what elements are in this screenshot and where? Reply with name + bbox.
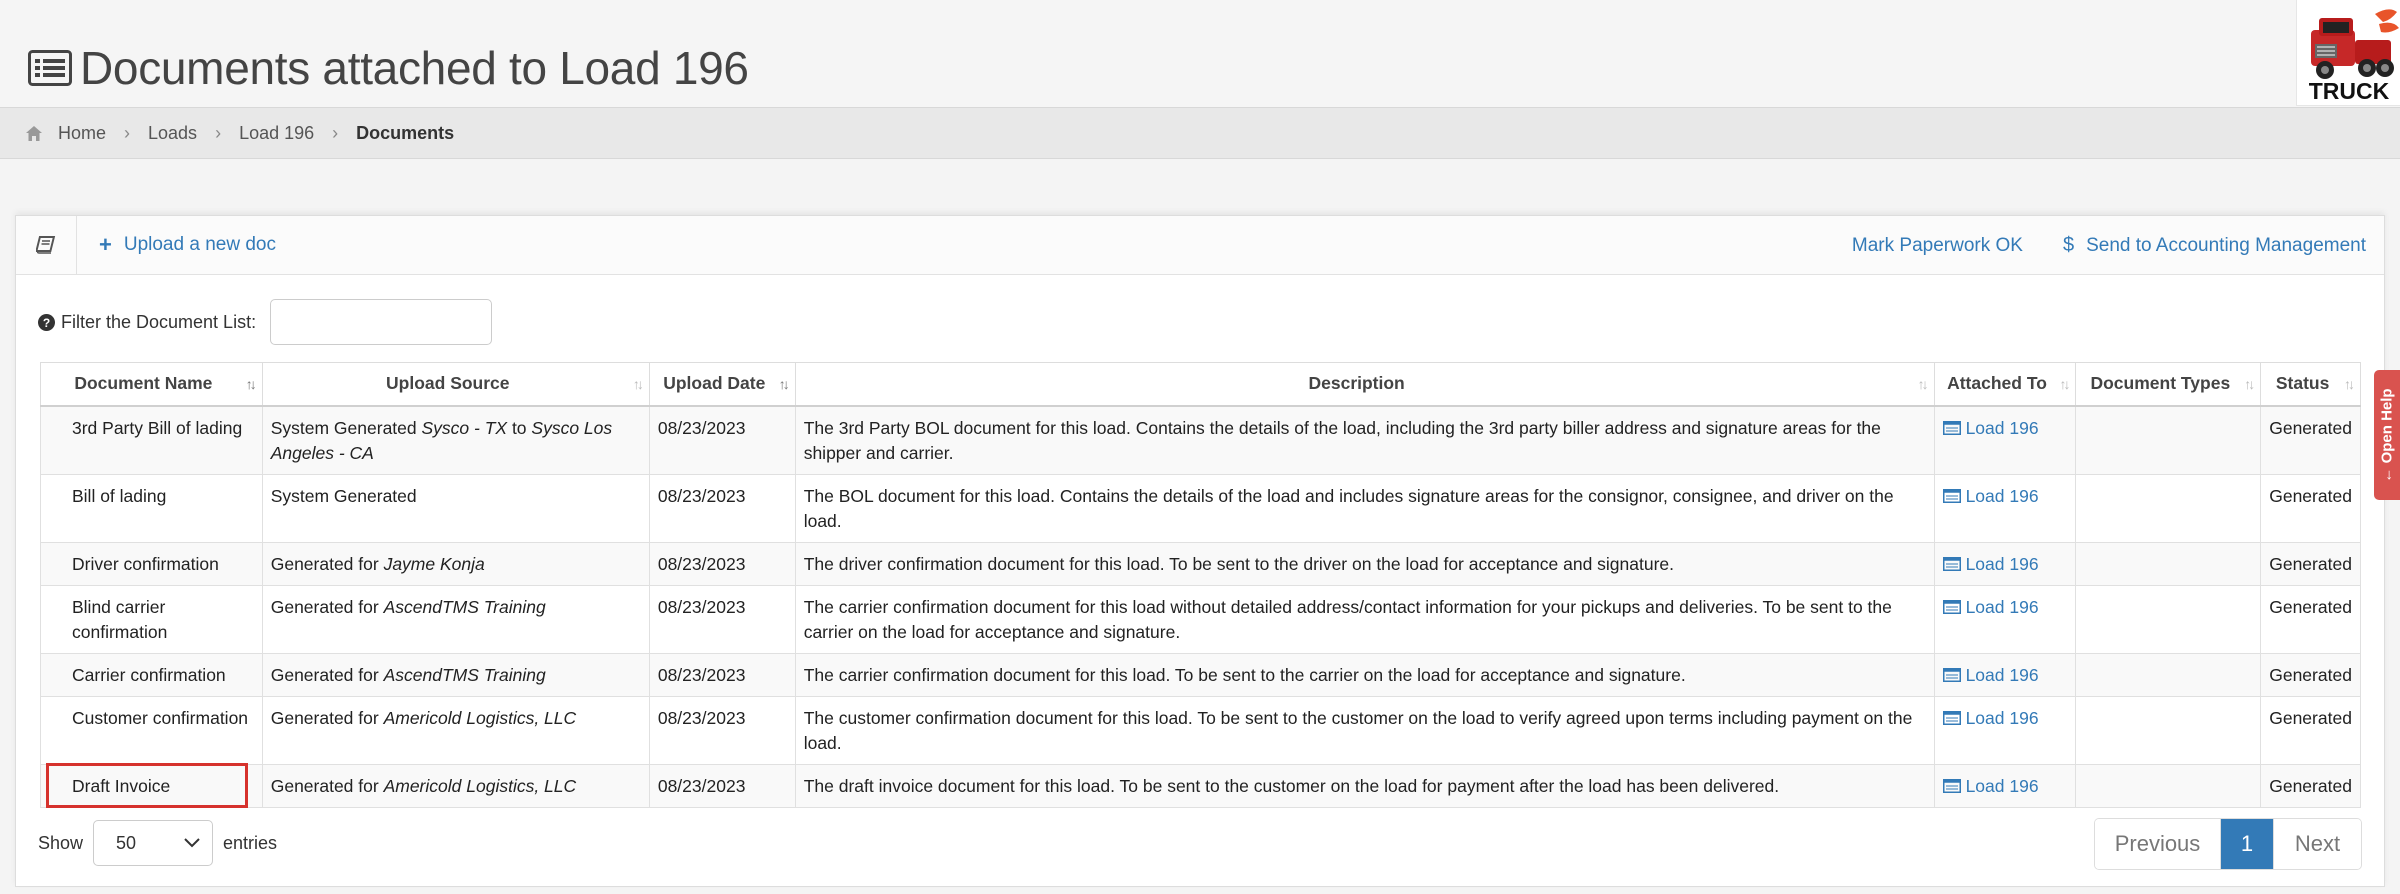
sort-icon: ↑↓ xyxy=(2244,376,2253,392)
document-types-cell xyxy=(2076,764,2261,807)
attached-load-link[interactable] xyxy=(1943,774,2068,799)
column-header-upload-date[interactable] xyxy=(649,363,795,406)
show-label: Show xyxy=(38,832,84,853)
upload-date-cell: 08/23/2023 xyxy=(649,696,795,764)
document-name-cell: Driver confirmation xyxy=(41,542,263,585)
page-size-value: 50 xyxy=(116,832,137,853)
document-icon xyxy=(1943,600,1961,614)
document-types-cell xyxy=(2076,585,2261,653)
attached-load-link[interactable] xyxy=(1943,552,2068,577)
attached-load-link[interactable] xyxy=(1943,595,2068,620)
status-cell: Generated xyxy=(2261,542,2361,585)
filter-input[interactable] xyxy=(270,299,492,345)
open-help-tab[interactable] xyxy=(2374,370,2400,500)
upload-new-doc-button[interactable] xyxy=(99,232,276,258)
documents-panel xyxy=(15,215,2385,887)
attached-to-cell xyxy=(1934,653,2076,696)
attached-load-link[interactable] xyxy=(1943,484,2068,509)
breadcrumb-documents-label: Documents xyxy=(356,122,455,143)
source-text: System Generated xyxy=(270,417,422,438)
pagination xyxy=(2094,818,2362,870)
document-types-cell xyxy=(2076,653,2261,696)
column-header-label: Document Types xyxy=(2090,373,2231,394)
document-name-cell: Blind carrier confirmation xyxy=(41,585,263,653)
previous-page-button[interactable]: Previous xyxy=(2095,819,2221,869)
question-circle-icon xyxy=(38,314,55,331)
upload-source-cell: System Generated xyxy=(262,474,649,542)
table-header xyxy=(41,363,2361,406)
document-name-cell: 3rd Party Bill of lading xyxy=(41,406,263,475)
panel-toolbar xyxy=(16,216,2384,275)
chevron-down-icon xyxy=(184,838,200,848)
sort-icon: ↑↓ xyxy=(2059,376,2068,392)
upload-date-cell: 08/23/2023 xyxy=(649,542,795,585)
sort-desc-icon: ↑↓ xyxy=(778,376,787,392)
page-size-control xyxy=(38,820,277,866)
mark-paperwork-ok-button[interactable]: Mark Paperwork OK xyxy=(1851,234,2023,256)
breadcrumb-documents xyxy=(314,123,454,144)
document-types-cell xyxy=(2076,474,2261,542)
svg-text:?: ? xyxy=(42,315,51,330)
upload-date-cell: 08/23/2023 xyxy=(649,406,795,475)
home-icon xyxy=(26,126,42,141)
plus-icon: + xyxy=(99,232,112,257)
next-page-button[interactable]: Next xyxy=(2273,819,2361,869)
page-number-button[interactable]: 1 xyxy=(2221,819,2273,869)
title-wrap xyxy=(28,38,749,98)
breadcrumb-load-label: Load 196 xyxy=(239,122,315,143)
column-header-document-name[interactable] xyxy=(41,363,263,406)
send-to-accounting-label: Send to Accounting Management xyxy=(2086,234,2366,256)
page-header xyxy=(0,0,2400,107)
attached-to-cell xyxy=(1934,696,2076,764)
column-header-label: Upload Date xyxy=(663,373,766,394)
table-row xyxy=(41,764,2361,807)
status-cell: Generated xyxy=(2261,764,2361,807)
breadcrumb-loads[interactable] xyxy=(106,123,197,144)
description-cell: The 3rd Party BOL document for this load. Contains the details of the load, including the 3rd party biller address and signature areas for the shipper and carrier. xyxy=(795,406,1934,475)
send-to-accounting-button[interactable] xyxy=(2063,234,2366,257)
highlight-box xyxy=(46,763,248,808)
status-cell: Generated xyxy=(2261,406,2361,475)
source-text: Generated for xyxy=(270,553,384,574)
chevron-right-icon: › xyxy=(332,122,339,143)
upload-source-cell xyxy=(262,764,649,807)
table-row xyxy=(41,696,2361,764)
breadcrumb-home[interactable] xyxy=(26,123,106,144)
document-icon xyxy=(1943,668,1961,682)
document-icon xyxy=(1943,779,1961,793)
description-cell: The carrier confirmation document for this load without detailed address/contact information for your pickups and deliveries. To be sent to the carrier on the load for acceptance and signature. xyxy=(795,585,1934,653)
chevron-right-icon: › xyxy=(124,122,131,143)
documents-table xyxy=(40,362,2361,808)
upload-source-cell xyxy=(262,653,649,696)
status-cell: Generated xyxy=(2261,474,2361,542)
truck-logo-icon xyxy=(2297,0,2400,106)
table-row xyxy=(41,653,2361,696)
filter-row xyxy=(38,299,492,345)
book-box xyxy=(16,216,77,275)
source-text: to xyxy=(507,417,532,438)
document-icon xyxy=(1943,421,1961,435)
upload-date-cell: 08/23/2023 xyxy=(649,653,795,696)
attached-load-label: Load 196 xyxy=(1965,485,2039,506)
right-tools xyxy=(1812,216,2366,275)
filter-label: Filter the Document List: xyxy=(61,311,257,332)
sort-icon: ↑↓ xyxy=(1917,376,1926,392)
breadcrumb-home-label: Home xyxy=(58,122,107,143)
source-origin: Sysco - TX xyxy=(421,417,508,438)
sort-icon: ↑↓ xyxy=(632,376,641,392)
document-name-cell xyxy=(41,764,263,807)
document-icon xyxy=(1943,711,1961,725)
upload-date-cell: 08/23/2023 xyxy=(649,474,795,542)
column-header-label: Document Name xyxy=(74,373,213,394)
source-text: Generated for xyxy=(270,596,384,617)
attached-to-cell xyxy=(1934,542,2076,585)
document-name-cell: Bill of lading xyxy=(41,474,263,542)
column-header-label: Description xyxy=(1308,373,1405,394)
source-entity: AscendTMS Training xyxy=(383,664,546,685)
column-header-description[interactable] xyxy=(795,363,1934,406)
upload-source-cell xyxy=(262,542,649,585)
attached-to-cell xyxy=(1934,764,2076,807)
attached-load-label: Load 196 xyxy=(1965,775,2039,796)
source-entity: Americold Logistics, LLC xyxy=(383,707,577,728)
source-entity: Jayme Konja xyxy=(383,553,485,574)
breadcrumb-load[interactable] xyxy=(197,123,314,144)
upload-date-cell: 08/23/2023 xyxy=(649,585,795,653)
source-text: Generated for xyxy=(270,775,384,796)
source-destination: Sysco Los Angeles - CA xyxy=(270,417,613,463)
attached-load-label: Load 196 xyxy=(1965,553,2039,574)
truck-logo[interactable] xyxy=(2296,0,2400,106)
dollar-icon: $ xyxy=(2062,234,2075,256)
breadcrumb-loads-label: Loads xyxy=(148,122,198,143)
description-cell: The driver confirmation document for this load. To be sent to the driver on the load for acceptance and signature. xyxy=(795,542,1934,585)
page-size-select[interactable] xyxy=(93,820,213,866)
chevron-right-icon: › xyxy=(215,122,222,143)
column-header-label: Upload Source xyxy=(386,373,510,394)
attached-load-link[interactable] xyxy=(1943,416,2068,441)
open-help-text: Open Help xyxy=(2378,387,2396,463)
table-row xyxy=(41,406,2361,475)
source-entity: AscendTMS Training xyxy=(383,596,546,617)
document-types-cell xyxy=(2076,406,2261,475)
table-row xyxy=(41,474,2361,542)
column-header-label: Status xyxy=(2275,373,2330,394)
attached-load-label: Load 196 xyxy=(1965,417,2039,438)
attached-to-cell xyxy=(1934,474,2076,542)
source-text: Generated for xyxy=(270,664,384,685)
status-cell: Generated xyxy=(2261,653,2361,696)
source-entity: Americold Logistics, LLC xyxy=(383,775,577,796)
source-text: Generated for xyxy=(270,707,384,728)
column-header-status[interactable] xyxy=(2261,363,2361,406)
table-row xyxy=(41,542,2361,585)
upload-new-doc-label: Upload a new doc xyxy=(123,234,276,255)
attached-load-label: Load 196 xyxy=(1965,596,2039,617)
attached-load-label: Load 196 xyxy=(1965,664,2039,685)
attached-to-cell xyxy=(1934,406,2076,475)
upload-source-cell xyxy=(262,406,649,475)
page-title: Documents attached to Load 196 xyxy=(80,42,749,94)
column-header-attached-to[interactable] xyxy=(1934,363,2076,406)
description-cell: The draft invoice document for this load. To be sent to the customer on the load for payment after the load has been delivered. xyxy=(795,764,1934,807)
breadcrumb xyxy=(0,107,2400,159)
document-name-cell: Carrier confirmation xyxy=(41,653,263,696)
attached-load-link[interactable] xyxy=(1943,706,2068,731)
document-name-label: Draft Invoice xyxy=(72,775,171,796)
description-cell: The carrier confirmation document for this load. To be sent to the carrier on the load for acceptance and signature. xyxy=(795,653,1934,696)
logo-text: TRUCK xyxy=(2308,78,2390,104)
upload-source-cell xyxy=(262,585,649,653)
upload-source-cell xyxy=(262,696,649,764)
document-types-cell xyxy=(2076,696,2261,764)
attached-load-link[interactable] xyxy=(1943,663,2068,688)
document-icon xyxy=(1943,489,1961,503)
document-icon xyxy=(1943,557,1961,571)
column-header-label: Attached To xyxy=(1947,373,2047,394)
book-icon xyxy=(36,236,56,254)
table-row xyxy=(41,585,2361,653)
upload-date-cell: 08/23/2023 xyxy=(649,764,795,807)
status-cell: Generated xyxy=(2261,585,2361,653)
description-cell: The BOL document for this load. Contains the details of the load and includes signature areas for the consignor, consignee, and driver on the load. xyxy=(795,474,1934,542)
status-cell: Generated xyxy=(2261,696,2361,764)
column-header-document-types[interactable] xyxy=(2076,363,2261,406)
attached-load-label: Load 196 xyxy=(1965,707,2039,728)
open-help-label: ← Open Help xyxy=(2378,387,2396,483)
attached-to-cell xyxy=(1934,585,2076,653)
description-cell: The customer confirmation document for this load. To be sent to the customer on the load to verify agreed upon terms including payment on the load. xyxy=(795,696,1934,764)
document-name-cell: Customer confirmation xyxy=(41,696,263,764)
entries-label: entries xyxy=(223,832,278,853)
column-header-upload-source[interactable] xyxy=(262,363,649,406)
list-alt-icon xyxy=(28,50,72,86)
sort-asc-icon: ↑↓ xyxy=(245,376,254,392)
document-types-cell xyxy=(2076,542,2261,585)
sort-icon: ↑↓ xyxy=(2344,376,2352,392)
